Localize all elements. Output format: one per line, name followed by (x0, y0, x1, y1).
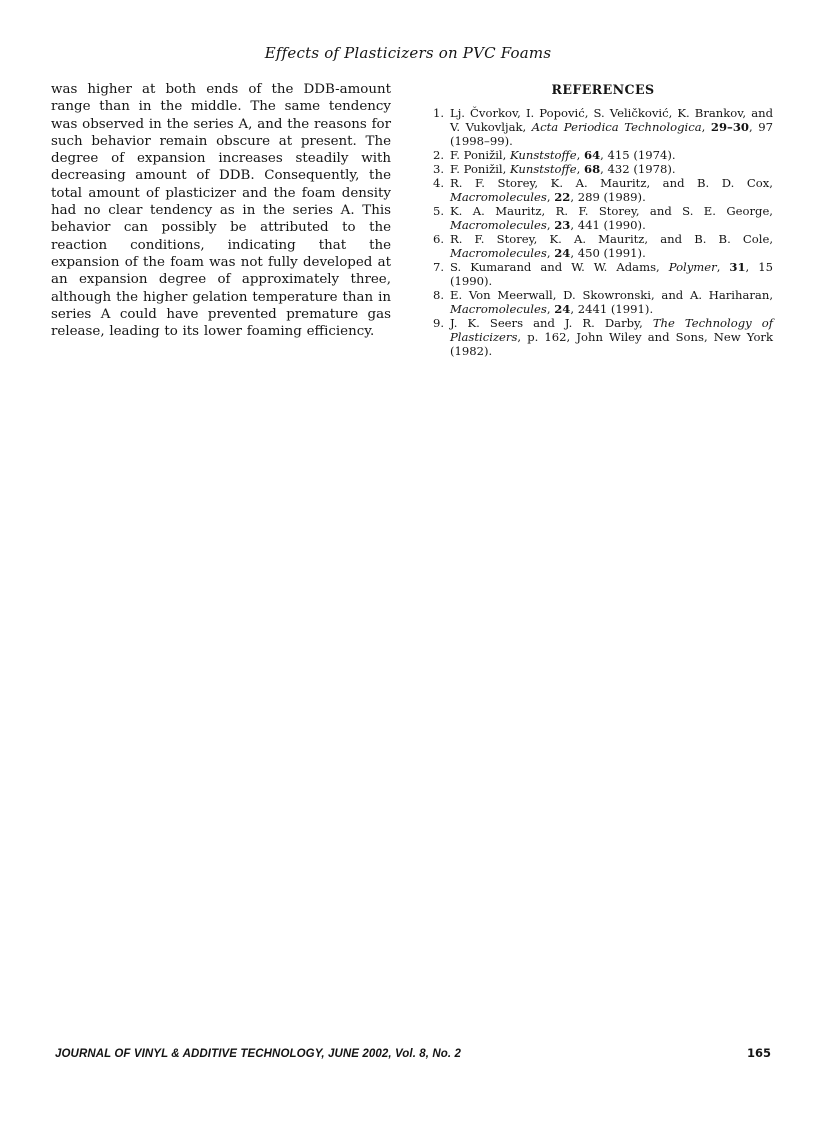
page-footer (55, 1046, 771, 1060)
page-number: 165 (746, 1046, 771, 1060)
reference-text: J. K. Seers and J. R. Darby, The Technology of Plasticizers, p. 162, John Wiley and Sons, New York (1982). (450, 316, 774, 358)
reference-item (433, 288, 773, 316)
reference-number: 1. (433, 106, 445, 120)
reference-text: Lj. Čvorkov, I. Popović, S. Veličković, K. Brankov, and V. Vukovljak, Acta Periodica Technologica, 29–30, 97 (1998–99). (450, 106, 774, 148)
reference-item (433, 148, 773, 162)
reference-item (433, 176, 773, 204)
reference-item (433, 232, 773, 260)
reference-text: R. F. Storey, K. A. Mauritz, and B. D. Cox, Macromolecules, 22, 289 (1989). (450, 176, 773, 204)
reference-text: F. Ponižil, Kunststoffe, 64, 415 (1974). (450, 148, 676, 162)
reference-text: E. Von Meerwall, D. Skowronski, and A. Hariharan, Macromolecules, 24, 2441 (1991). (450, 288, 773, 316)
reference-list (433, 106, 773, 358)
reference-number: 4. (433, 176, 445, 190)
reference-number: 7. (433, 260, 445, 274)
reference-text: R. F. Storey, K. A. Mauritz, and B. B. Cole, Macromolecules, 24, 450 (1991). (450, 232, 773, 260)
reference-item (433, 260, 773, 288)
references-heading: REFERENCES (551, 82, 655, 97)
reference-item (433, 316, 773, 358)
reference-text: F. Ponižil, Kunststoffe, 68, 432 (1978). (450, 162, 676, 176)
reference-number: 9. (433, 316, 445, 330)
reference-text: K. A. Mauritz, R. F. Storey, and S. E. George, Macromolecules, 23, 441 (1990). (450, 204, 773, 232)
reference-item (433, 162, 773, 176)
left-column (51, 81, 391, 358)
journal-footer-text: JOURNAL OF VINYL & ADDITIVE TECHNOLOGY, JUNE 2002, Vol. 8, No. 2 (55, 1048, 462, 1060)
reference-item (433, 204, 773, 232)
body-paragraph: was higher at both ends of the DDB-amount range than in the middle. The same tendency was observed in the series A, and the reasons for such behavior remain obscure at present. The degree of expansion increases steadily with decreasing amount of DDB. Consequently, the total amount of plasticizer and the foam density had no clear tendency as in the series A. This behavior can possibly be attributed to the reaction conditions, indicating that the expansion of the foam was not fully developed at an expansion degree of approximately three, although the higher gelation temperature than in series A could have prevented premature gas release, leading to its lower foaming efficiency. (51, 82, 391, 340)
running-head: Effects of Plasticizers on PVC Foams (264, 44, 552, 62)
reference-number: 3. (433, 162, 445, 176)
reference-text: S. Kumarand and W. W. Adams, Polymer, 31, 15 (1990). (450, 260, 774, 288)
reference-number: 6. (433, 232, 445, 246)
right-column (433, 81, 773, 358)
reference-item (433, 106, 773, 148)
reference-number: 8. (433, 288, 445, 302)
reference-number: 5. (433, 204, 445, 218)
two-column-layout (51, 81, 773, 358)
reference-number: 2. (433, 148, 445, 162)
